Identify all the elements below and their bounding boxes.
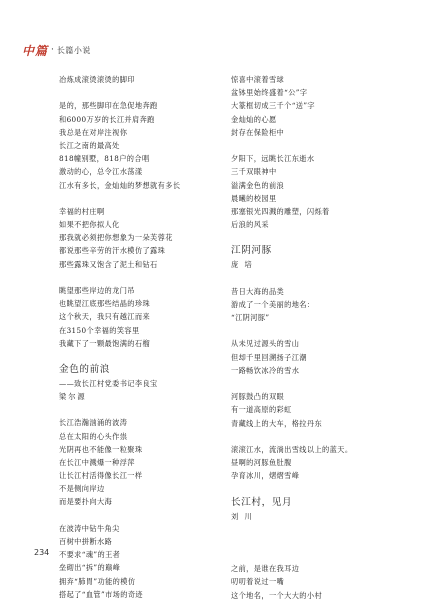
poem-line: 大篆框切成三千个“送”字 [231,101,316,111]
poem-line: 如果不把你拟人化 [59,220,120,230]
poem-line: 在波涛中钻牛角尖 [59,523,120,533]
header-separator: · [51,45,54,55]
poem-line: 青藏线上的大车，格拉丹东 [231,418,323,428]
poem-line: 有一道高原的彩虹 [231,405,292,415]
poem-line: “江阴河豚” [231,313,270,322]
poem-stanza [231,337,391,377]
poem-stanza [231,443,391,483]
poem-line: 幸福的村庄啊 [59,206,105,216]
poem-line: 但却千里回溯扬子江潮 [231,352,307,362]
poem-stanza [59,73,219,192]
poem-author: 刘 川 [231,511,254,521]
poem-line: 也眺望江底那些结晶的珍珠 [59,299,151,309]
poem-stanza [231,73,391,139]
poem-stanza [59,284,219,350]
poem-line: 而是要扑向大海 [59,497,113,507]
poem-line: 不要求“魂”的王者 [59,550,121,560]
poem-line: 金灿灿的心愿 [231,114,277,124]
poem-line: 这个地名，一个大大的小村 [231,590,323,600]
poem-line: 818幢别墅，818户的合唱 [59,154,150,164]
poem-line: 垒砌出“拆”的巅峰 [59,563,121,573]
poem-line: 长江浩瀚汹涌的波涛 [59,418,128,428]
journal-brand: 中篇 [22,43,49,58]
poem-line: 昔日大海的品类 [231,286,285,296]
poem-line: 激动的心，总令江水荡漾 [59,167,143,177]
poem-line: 拥弃“肺胃”功能的模仿 [59,576,136,586]
poem-line: 江水有多长，金灿灿的梦想就有多长 [59,180,181,190]
poem-line: 夕阳下，远眺长江东逝水 [231,154,315,164]
poem-author: 梁尔源 [59,392,87,402]
poem-line: 后浪的风采 [231,220,269,230]
poem-stanza [59,205,219,271]
poem-line: 百树中拼断水路 [59,537,113,546]
poem-stanza [231,390,391,430]
poem-line: 一路畅饮冰冷的雪水 [231,365,300,375]
poem-line: 长江之南的最高处 [59,140,120,150]
poem-stanza [231,285,391,325]
poem-line: 叨叨着说过一嘴 [231,577,285,587]
poem-title: 金色的前浪 [59,364,110,376]
page-number: 234 [34,548,50,557]
poem-line: 三千双眼神中 [231,167,277,177]
poem-line: 我藏下了一颗最饱满的石榴 [59,338,151,348]
poem-line: 那我就必须把你想象为一朵芙蓉花 [59,233,173,243]
poem-line: 眺望那些岸边的龙门吊 [59,286,135,295]
poem-author: 庞 培 [231,260,254,270]
poem-line: 河豚鼓凸的双眼 [231,392,285,402]
poem-line: 这个秋天，我只有越江而来 [59,312,151,322]
poem-line: 惊喜中滚着雪球 [231,75,285,84]
poem-line: 昼啊的河豚鱼肚腹 [231,458,292,468]
poem-subtitle: ——致长江村党委书记李良宝 [59,379,158,389]
poem-stanza [59,522,219,601]
poem-line: 溢满金色的前浪 [231,180,285,190]
poem-title: 江阴河豚 [231,245,272,257]
poem-line: 总在太阳的心头作祟 [59,431,128,441]
poem-title: 长江村，见月 [231,496,293,508]
poem-line: 那些露珠又饱含了泥土和钻石 [59,259,158,269]
poem-line: 孕育冰川，熠熠雪峰 [231,471,300,481]
poem-line-blank [59,86,219,99]
poem-line: 在长江中溅爆一种浮萍 [59,457,135,467]
poem-line: 是的，那些脚印在急促地奔跑 [59,101,158,111]
poem-line: 搭起了“血管”市场的奇迹 [59,589,144,599]
poem-line: 之前，是谁在我耳边 [231,564,300,574]
poem-line: 游成了一个美丽的地名： [231,299,315,309]
poem-line: 晨曦的校园里 [231,193,277,203]
poem-line: 光阴再也不能像一粒聚珠 [59,444,143,454]
right-column [231,73,391,602]
poem-line: 和6000万岁的长江并肩奔跑 [59,114,155,124]
poem-line: 那塞银光四溅的雕塑，闪烁着 [231,206,330,216]
poem-line: 让长江村活得像长江一样 [59,471,143,481]
poem-stanza [231,152,391,231]
poem-line: 在3150个幸福的笑容里 [59,325,140,335]
poem-line: 我总是在对岸注视你 [59,127,128,137]
section-name: 长篇小说 [56,45,91,55]
poem-stanza [59,416,219,508]
poem-stanza [231,562,391,602]
poem-line: 滚滚江水，流淌出雪线以上的蓝天。 [231,444,353,454]
poem-line: 冶炼成滚烫滚烫的脚印 [59,75,135,84]
poem-line: 都说那些辛劳的汗水模仿了露珠 [59,246,166,256]
left-column [59,73,219,601]
poem-line: 不是侧向岸边 [59,484,105,494]
poem-line: 封存在保险柜中 [231,127,285,137]
poem-line: 从未见过源头的雪山 [231,339,300,349]
journal-header [22,40,91,60]
poem-line: 盆钵里始终盛着“公”字 [231,88,308,98]
